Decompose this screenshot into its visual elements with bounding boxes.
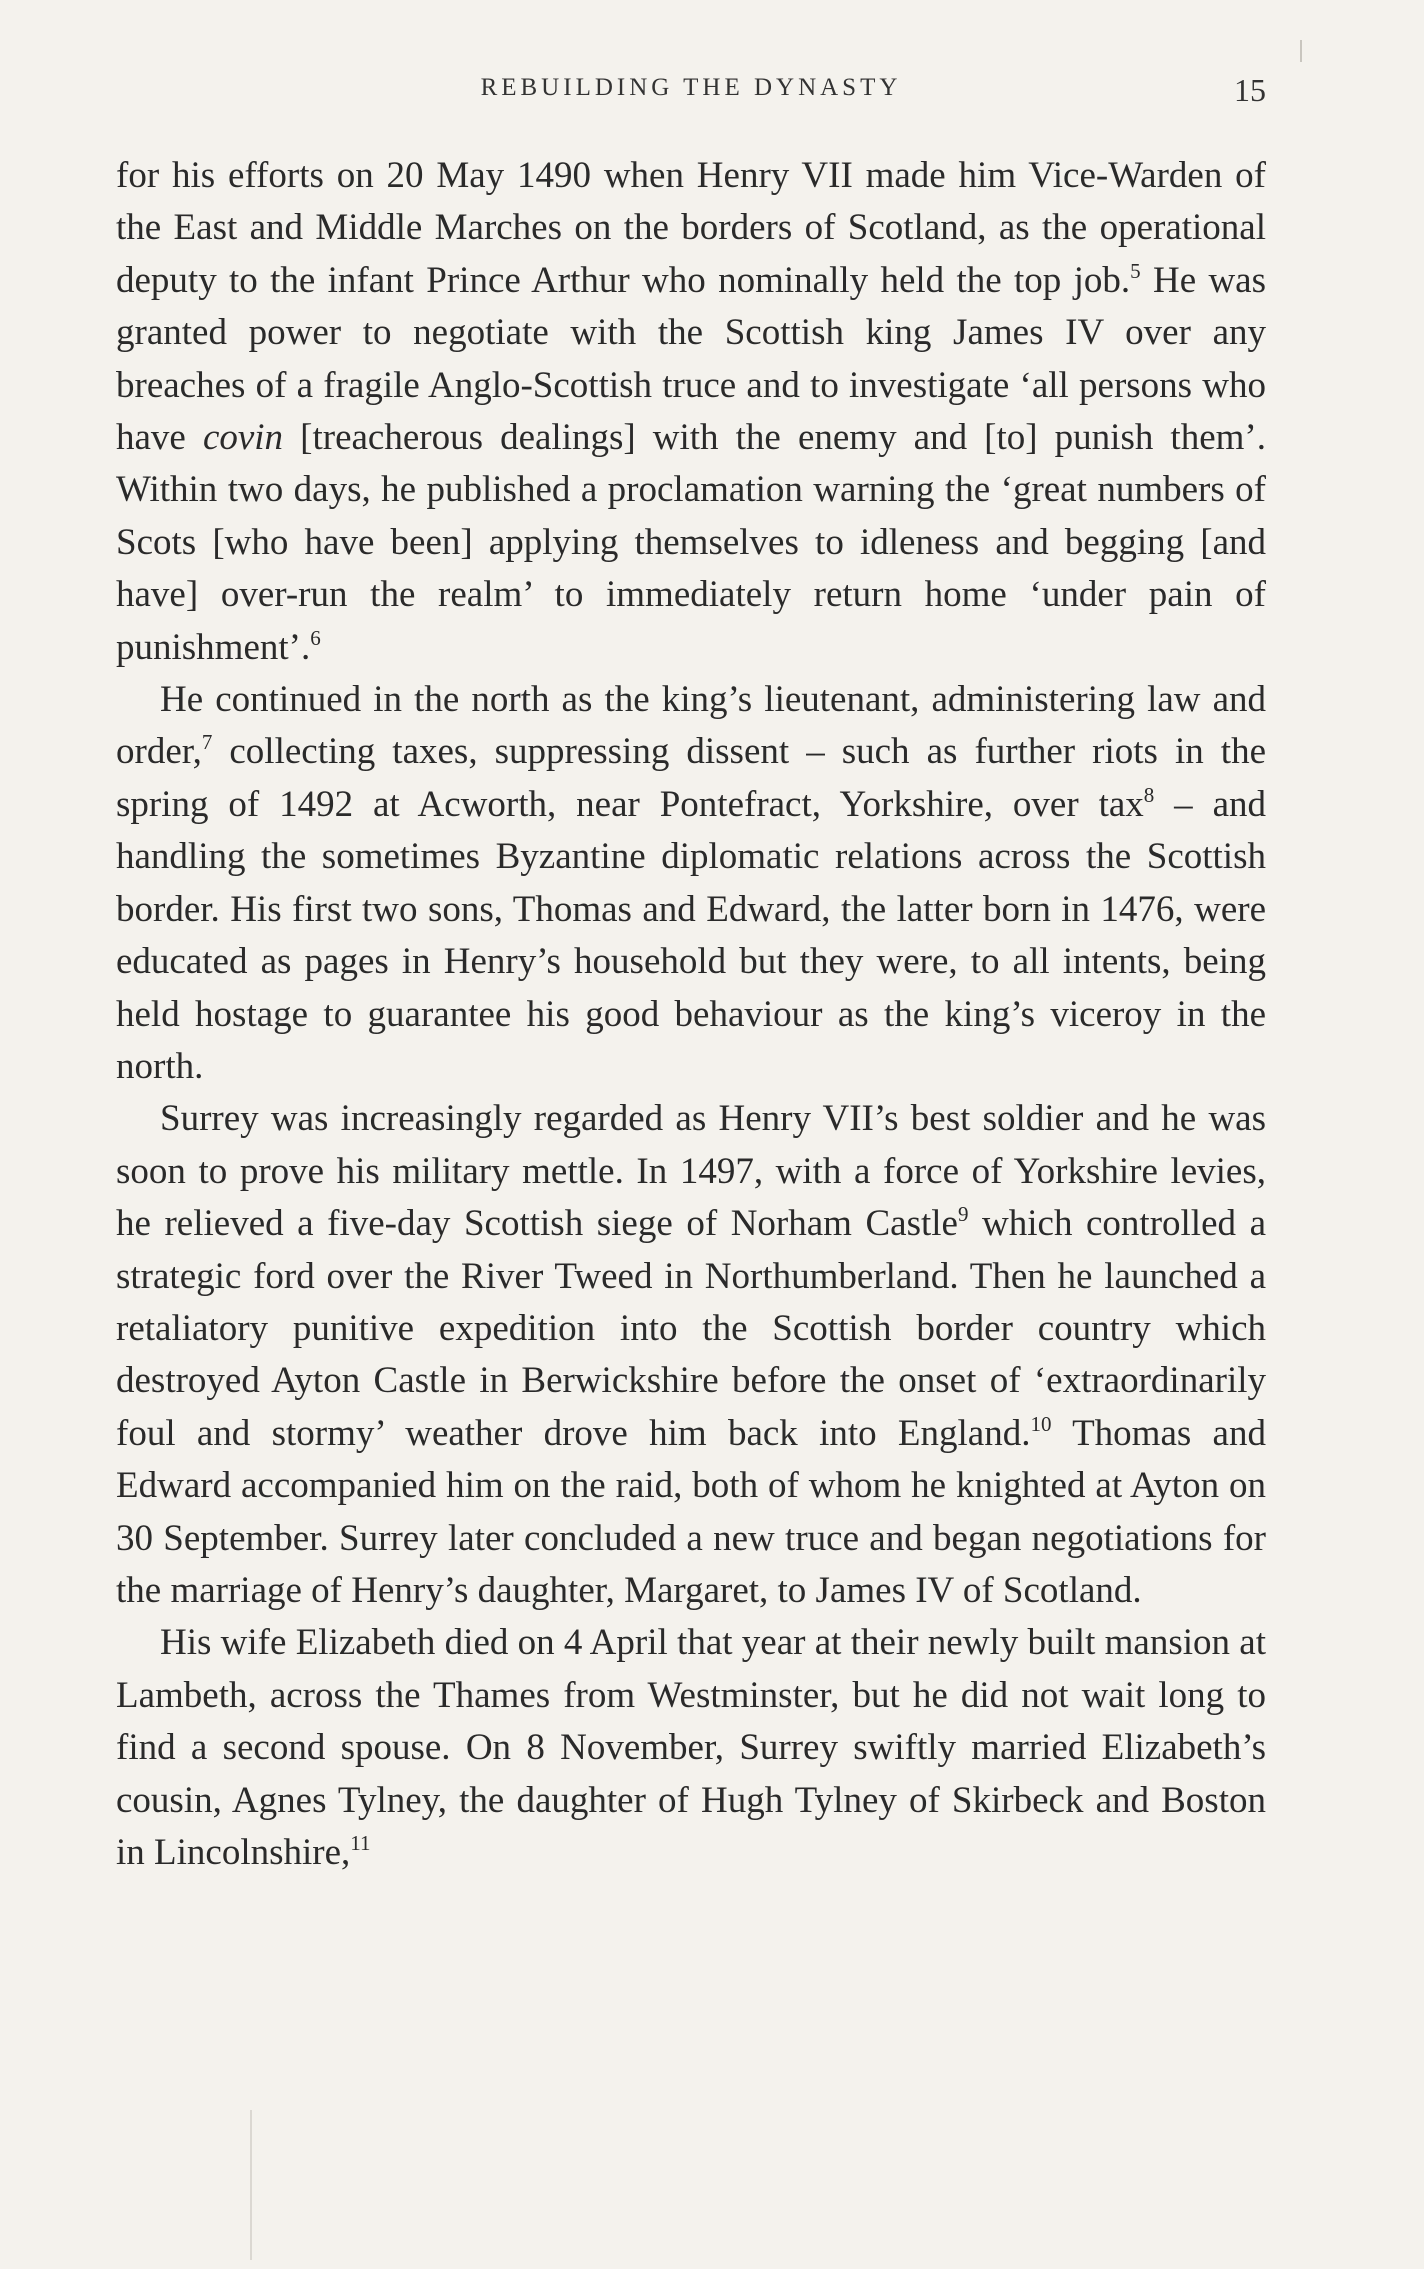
footnote-ref: 9	[957, 1202, 969, 1227]
paragraph-4	[116, 1617, 1266, 1879]
page-number: 15	[1234, 72, 1266, 108]
text-run: He continued in the north as the king’s lieutenant, administering law and order,	[116, 679, 1266, 773]
running-title: REBUILDING THE DYNASTY	[480, 74, 902, 101]
footnote-ref: 8	[1143, 782, 1155, 807]
text-run: collecting taxes, suppressing dissent – such as further riots in the spring of 1492 at Acworth, near Pontefract, Yorkshire, over tax	[116, 731, 1266, 825]
italic-term: covin	[202, 417, 284, 459]
paragraph-2	[116, 674, 1266, 1093]
footnote-ref: 10	[1030, 1411, 1052, 1436]
text-run: His wife Elizabeth died on 4 April that year at their newly built mansion at Lambeth, across the Thames from Westminster, but he did not wait long to find a second spouse. On 8 November, Surrey swiftly married Elizabeth’s cousin, Agnes Tylney, the daughter of Hugh Tylney of Skirbeck and Boston in Lincolnshire,	[116, 1622, 1266, 1873]
text-run: [treacherous dealings] with the enemy and [to] punish them’. Within two days, he published a proclamation warning the ‘great numbers of Scots [who have been] applying themselves to idleness and begging [and have] over-run the realm’ to immediately return home ‘under pain of punishment’.	[116, 417, 1266, 668]
footnote-ref: 5	[1130, 258, 1141, 283]
footnote-ref: 6	[310, 625, 321, 650]
text-run: for his efforts on 20 May 1490 when Henry VII made him Vice-Warden of the East and Middle Marches on the borders of Scotland, as the operational deputy to the infant Prince Arthur who nominally held the top job.	[116, 155, 1266, 301]
text-run: He was granted power to negotiate with the Scottish king James IV over any breaches of a fragile Anglo-Scottish truce and to investigate ‘all persons who have	[116, 259, 1267, 459]
scan-mark-top	[1300, 40, 1302, 62]
footnote-ref: 7	[201, 730, 213, 755]
text-run: which controlled a strategic ford over the River Tweed in Northumberland. Then he launched a retaliatory punitive expedition into the Scottish border country which destroyed Ayton Castle in Berwickshire before the onset of ‘extraordinarily foul and stormy’ weather drove him back into England.	[116, 1203, 1266, 1454]
scan-mark-bottom	[250, 2110, 252, 2260]
paragraph-1	[116, 150, 1266, 674]
text-run: Thomas and Edward accompanied him on the raid, both of whom he knighted at Ayton on 30 September. Surrey later concluded a new truce and began negotiations for the marriage of Henry’s daughter, Margaret, to James IV of Scotland.	[116, 1412, 1266, 1611]
text-run: Surrey was increasingly regarded as Henry VII’s best soldier and he was soon to prove his military mettle. In 1497, with a force of Yorkshire levies, he relieved a five-day Scottish siege of Norham Castle	[116, 1098, 1266, 1245]
footnote-ref: 11	[350, 1831, 371, 1855]
paragraph-3	[116, 1093, 1266, 1617]
text-run: – and handling the sometimes Byzantine diplomatic relations across the Scottish border. His first two sons, Thomas and Edward, the latter born in 1476, were educated as pages in Henry’s household but they were, to all intents, being held hostage to guarantee his good behaviour as the king’s viceroy in the north.	[116, 783, 1266, 1087]
page-header	[116, 72, 1266, 112]
body-text	[116, 150, 1266, 1879]
